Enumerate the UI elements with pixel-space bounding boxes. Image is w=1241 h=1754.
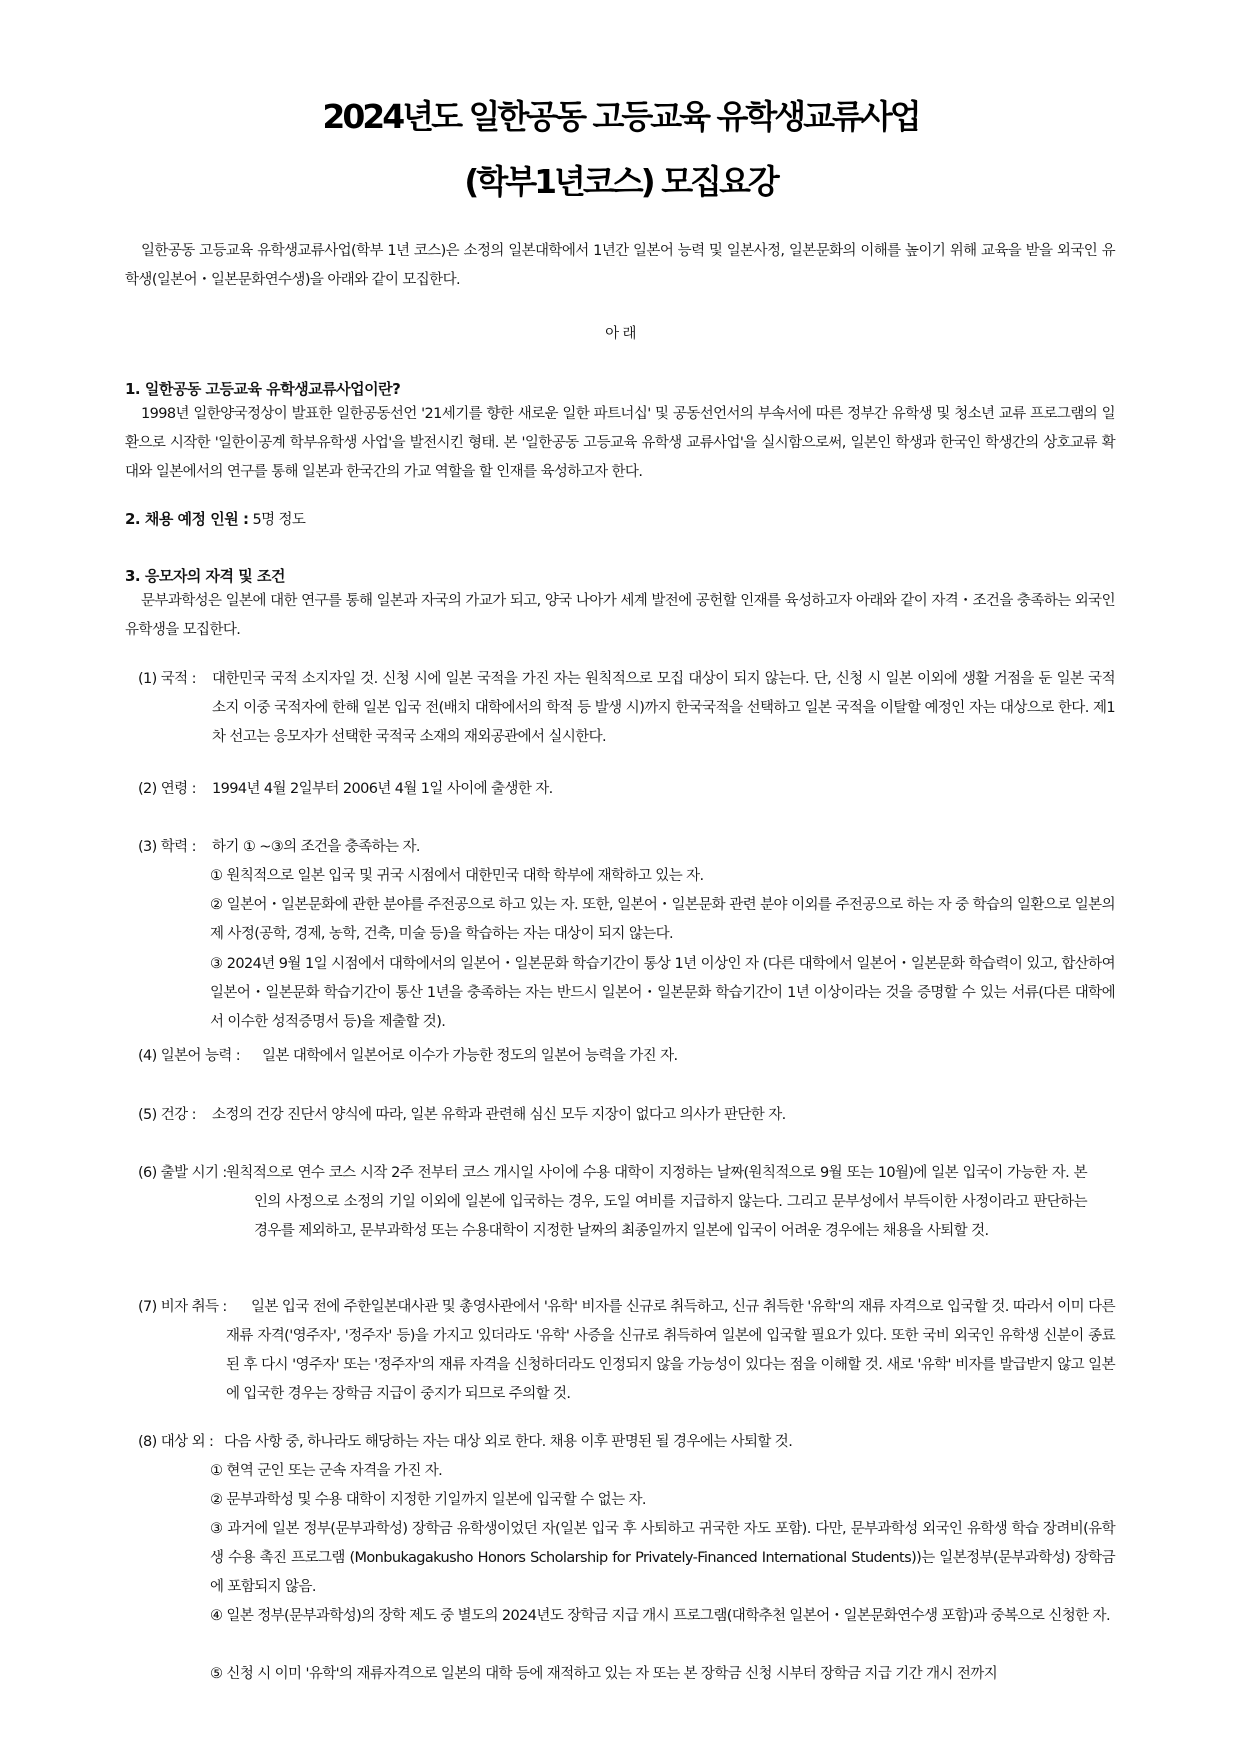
item-japanese-label: (4) 일본어 능력 : (138, 1048, 241, 1064)
item-education-sub3: ③ 2024년 9월 1일 시점에서 대학에서의 일본어・일본문화 학습기간이 통상 1년 이상인 자 (다른 대학에서 일본어・일본문화 학습력이 있고, 합산하여 일본어・일본문화 학습기간이 통산 1년을 충족하는 자는 반드시 일본어・일본문화 학습기간이 1년 이상이라는 것을 증명할 수 있는 서류(다른 대학에서 이수한 성적증명서 등)을 제출할 것). (210, 956, 1115, 1030)
item-education-sub2: ② 일본어・일본문화에 관한 분야를 주전공으로 하고 있는 자. 또한, 일본어・일본문화 관련 분야 이외를 주전공으로 하는 자 중 학습의 일환으로 일본의 제 사정(공학, 경제, 농학, 건축, 미술 등)을 학습하는 자는 대상이 되지 않는다. (210, 897, 1115, 942)
section3-body: 문부과학성은 일본에 대한 연구를 통해 일본과 자국의 가교가 되고, 양국 나아가 세계 발전에 공헌할 인재를 육성하고자 아래와 같이 자격・조건을 충족하는 외국인 유학생을 모집한다. (125, 593, 1115, 638)
section3-heading: 3. 응모자의 자격 및 조건 (125, 567, 285, 585)
item-excluded-sub4: ④ 일본 정부(문부과학성)의 장학 제도 중 별도의 2024년도 장학금 지급 개시 프로그램(대학추천 일본어・일본문화연수생 포함)과 중복으로 신청한 자. (210, 1608, 1110, 1624)
item-departure-text: 원칙적으로 연수 코스 시작 2주 전부터 코스 개시일 사이에 수용 대학이 지정하는 날짜(원칙적으로 9월 또는 10월)에 일본 입국이 가능한 자. 본인의 사정으로 소정의 기일 이외에 일본에 입국하는 경우, 도일 여비를 지급하지 않는다. 그리고 문부성에서 부득이한 사정이라고 판단하는 경우를 제외하고, 문부과학성 또는 수용대학이 지정한 날짜의 최종일까지 일본에 입국이 어려운 경우에는 채용을 사퇴할 것. (226, 1165, 1087, 1239)
item-health-label: (5) 건강 : (138, 1107, 196, 1123)
section1-body: 1998년 일한양국정상이 발표한 일한공동선언 '21세기를 향한 새로운 일한 파트너십' 및 공동선언서의 부속서에 따른 정부간 유학생 및 청소년 교류 프로그램의 일환으로 시작한 '일한이공계 학부유학생 사업'을 발전시킨 형태. 본 '일한공동 고등교육 유학생 교류사업'을 실시함으로써, 일본인 학생과 한국인 학생간의 상호교류 확대와 일본에서의 연구를 통해 일본과 한국간의 가교 역할을 할 인재를 육성하고자 한다. (125, 406, 1115, 480)
notice-label: 아 래 (605, 326, 636, 342)
document-title-line1: 2024년도 일한공동 고등교육 유학생교류사업 (322, 97, 919, 136)
item-education-text: 하기 ① ~③의 조건을 충족하는 자. (212, 839, 420, 855)
item-age-label: (2) 연령 : (138, 781, 196, 797)
item-age-text: 1994년 4월 2일부터 2006년 4월 1일 사이에 출생한 자. (212, 781, 553, 797)
item-nationality-text: 대한민국 국적 소지자일 것. 신청 시에 일본 국적을 가진 자는 원칙적으로 모집 대상이 되지 않는다. 단, 신청 시 일본 이외에 생활 거점을 둔 일본 국적 소지 이중 국적자에 한해 일본 입국 전(배치 대학에서의 학적 등 발생 시)까지 한국국적을 선택하고 일본 국적을 이탈할 예정인 자는 대상으로 한다. 제1차 선고는 응모자가 선택한 국적국 소재의 재외공관에서 실시한다. (212, 671, 1115, 745)
document-title-line2: (학부1년코스) 모집요강 (464, 162, 777, 201)
section2-heading: 2. 채용 예정 인원 : (125, 510, 249, 528)
item-health-text: 소정의 건강 진단서 양식에 따라, 일본 유학과 관련해 심신 모두 지장이 없다고 의사가 판단한 자. (212, 1107, 786, 1123)
item-visa-label: (7) 비자 취득 : (138, 1299, 227, 1315)
section2-line (125, 505, 1115, 535)
intro-paragraph: 일한공동 고등교육 유학생교류사업(학부 1년 코스)은 소정의 일본대학에서 1년간 일본어 능력 및 일본사정, 일본문화의 이해를 높이기 위해 교육을 받을 외국인 유학생(일본어・일본문화연수생)을 아래와 같이 모집한다. (125, 243, 1115, 288)
item-excluded-text: 다음 사항 중, 하나라도 해당하는 자는 대상 외로 한다. 채용 이후 판명된 될 경우에는 사퇴할 것. (224, 1434, 793, 1450)
item-excluded-label: (8) 대상 외 : (138, 1434, 214, 1450)
item-excluded-sub2: ② 문부과학성 및 수용 대학이 지정한 기일까지 일본에 입국할 수 없는 자. (210, 1492, 646, 1508)
section2-value: 5명 정도 (252, 512, 306, 528)
item-excluded-sub1: ① 현역 군인 또는 군속 자격을 가진 자. (210, 1463, 443, 1479)
item-departure-label: (6) 출발 시기 : (138, 1165, 227, 1181)
item-education-label: (3) 학력 : (138, 839, 196, 855)
item-japanese-text: 일본 대학에서 일본어로 이수가 가능한 정도의 일본어 능력을 가진 자. (262, 1048, 678, 1064)
item-excluded-sub3: ③ 과거에 일본 정부(문부과학성) 장학금 유학생이었던 자(일본 입국 후 사퇴하고 귀국한 자도 포함). 다만, 문부과학성 외국인 유학생 학습 장려비(유학생 수용 촉진 프로그램 (Monbukagakusho Honors Scholarship for Privately-Financed International Students))는 일본정부(문부과학성) 장학금에 포함되지 않음. (210, 1521, 1115, 1595)
item-nationality-label: (1) 국적 : (138, 671, 196, 687)
section1-heading: 1. 일한공동 고등교육 유학생교류사업이란? (125, 380, 401, 398)
item-excluded-sub5: ⑤ 신청 시 이미 '유학'의 재류자격으로 일본의 대학 등에 재적하고 있는 자 또는 본 장학금 신청 시부터 장학금 지급 기간 개시 전까지 (210, 1666, 998, 1682)
item-education-sub1: ① 원칙적으로 일본 입국 및 귀국 시점에서 대한민국 대학 학부에 재학하고 있는 자. (210, 868, 704, 884)
item-visa-text: 일본 입국 전에 주한일본대사관 및 총영사관에서 '유학' 비자를 신규로 취득하고, 신규 취득한 '유학'의 재류 자격으로 입국할 것. 따라서 이미 다른 재류 자격('영주자', '정주자' 등)을 가지고 있더라도 '유학' 사증을 신규로 취득하여 일본에 입국할 필요가 있다. 또한 국비 외국인 유학생 신분이 종료된 후 다시 '영주자' 또는 '정주자'의 재류 자격을 신청하더라도 인정되지 않을 가능성이 있다는 점을 이해할 것. 새로 '유학' 비자를 발급받지 않고 일본에 입국한 경우는 장학금 지급이 중지가 되므로 주의할 것. (226, 1299, 1115, 1402)
